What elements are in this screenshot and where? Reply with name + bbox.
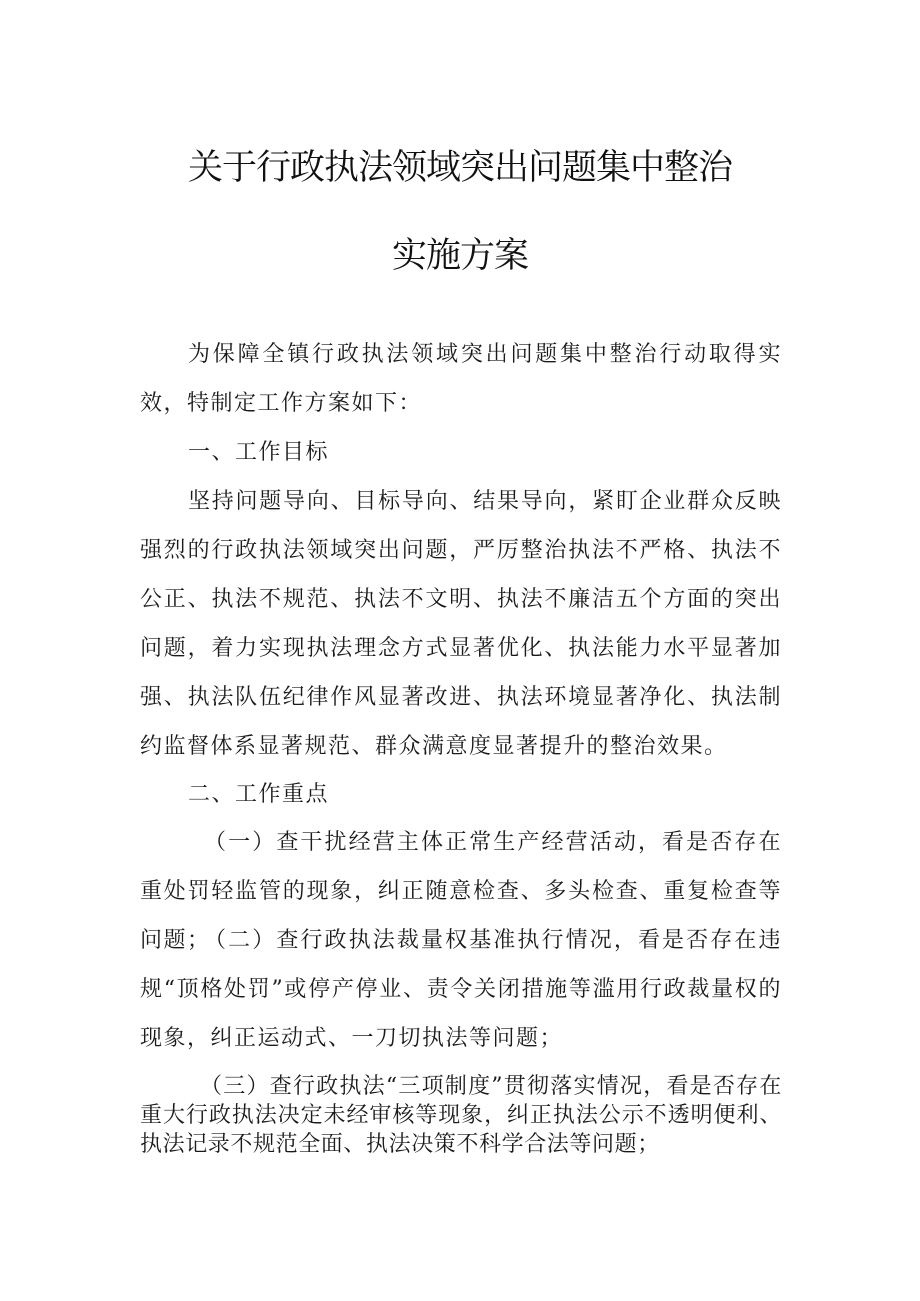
document-title-line2: 实施方案 [391,236,528,276]
document-title-line1: 关于行政执法领域突出问题集中整治 [187,148,732,188]
focus-item-1: （一）查干扰经营主体正常生产经营活动，看是否存在重处罚轻监管的现象，纠正随意检查、多头检查、重复检查等问题； [140,830,782,953]
section2-heading: 二、工作重点 [188,782,330,807]
intro-paragraph: 为保障全镇行政执法领域突出问题集中整治行动取得实效，特制定工作方案如下： [140,342,782,416]
section1-heading: 一、工作目标 [188,440,330,465]
section1-body: 坚持问题导向、目标导向、结果导向，紧盯企业群众反映强烈的行政执法领域突出问题，严厉整治执法不严格、执法不公正、执法不规范、执法不文明、执法不廉洁五个方面的突出问题，着力实现执法理念方式显著优化、执法能力水平显著加强、执法队伍纪律作风显著改进、执法环境显著净化、执法制约监督体系显著规范、群众满意度显著提升的整治效果。 [140,489,782,759]
focus-item-2: （二）查行政执法裁量权基准执行情况，看是否存在违规“顶格处罚”或停产停业、责令关闭措施等滥用行政裁量权的现象，纠正运动式、一刀切执法等问题； [140,928,782,1051]
focus-item-3: （三）查行政执法“三项制度”贯彻落实情况，看是否存在重大行政执法决定未经审核等现象，纠正执法公示不透明便利、执法记录不规范全面、执法决策不科学合法等问题； [140,1074,782,1157]
